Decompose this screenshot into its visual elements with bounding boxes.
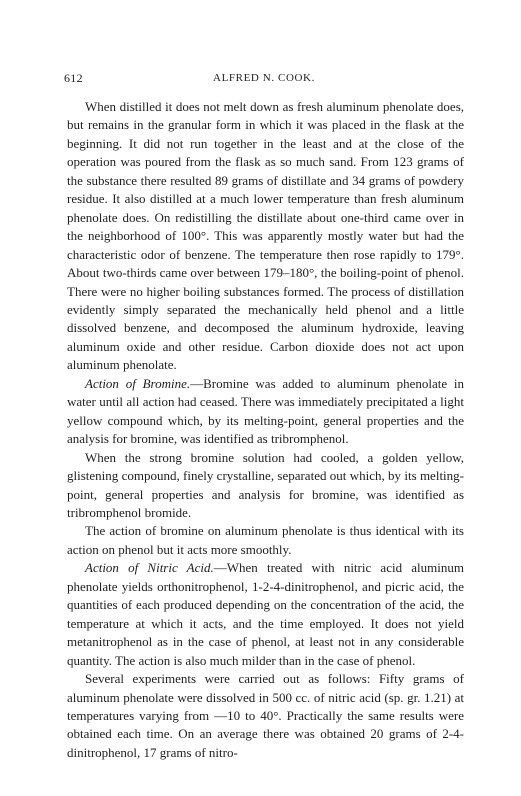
paragraph-text: —Bromine was added to aluminum phenolate in water until all action had ceased. There was immediately precipitated a light yellow compound which, by its melting-point, general properties and the analysis for bromine, was identified as tribromphenol. bbox=[67, 375, 464, 447]
paragraph-text: —When treated with nitric acid aluminum phenolate yields orthonitrophenol, 1-2-4-dinitrophenol, and picric acid, the quantities of each produced depending on the concentration of the acid, the temperature at which it acts, and the time employed. It does not yield metanitrophenol as in the case of phenol, at least not in any considerable quantity. The action is also much milder than in the case of phenol. bbox=[67, 560, 464, 668]
paragraph-action-of-bromine bbox=[67, 375, 464, 449]
paragraph-action-of-nitric-acid bbox=[67, 559, 464, 670]
paragraph-distillation: When distilled it does not melt down as fresh aluminum phenolate does, but remains in the granular form in which it was placed in the flask at the beginning. It did not run together in the least and at the close of the operation was poured from the flask as so much sand. From 123 grams of the substance there resulted 89 grams of distillate and 34 grams of powdery residue. It also distilled at a much lower temperature than fresh aluminum phenolate does. On redistilling the distillate about one-third came over in the neighborhood of 100°. This was apparently mostly water but had the characteristic odor of benzene. The temperature then rose rapidly to 179°. About two-thirds came over between 179–180°, the boiling-point of phenol. There were no higher boiling substances formed. The process of distillation evidently simply separated the mechanically held phenol and a little dissolved benzene, and decomposed the aluminum hydroxide, leaving aluminum oxide and other residue. Carbon dioxide does not act upon aluminum phenolate. bbox=[67, 99, 464, 373]
section-heading-nitric-acid: Action of Nitric Acid. bbox=[85, 560, 214, 576]
page-number: 612 bbox=[64, 71, 83, 85]
body-text bbox=[67, 98, 464, 762]
paragraph-experiments: Several experiments were carried out as follows: Fifty grams of aluminum phenolate were dissolved in 500 cc. of nitric acid (sp. gr. 1.21) at temperatures varying from —10 to 40°. Practically the same results were obtained each time. On an average there was obtained 20 grams of 2-4-dinitrophenol, 17 grams of nitro- bbox=[67, 671, 464, 760]
section-heading-bromine: Action of Bromine. bbox=[85, 375, 191, 391]
running-title: ALFRED N. COOK. bbox=[213, 72, 315, 84]
running-head bbox=[64, 70, 464, 86]
paragraph-bromine-solution: When the strong bromine solution had cooled, a golden yellow, glistening compound, finely crystalline, separated out which, by its melting-point, general properties and analysis for bromine, was identified as tribromphenol bromide. bbox=[67, 449, 464, 520]
paragraph-bromine-summary: The action of bromine on aluminum phenolate is thus identical with its action on phenol but it acts more smoothly. bbox=[67, 523, 464, 557]
